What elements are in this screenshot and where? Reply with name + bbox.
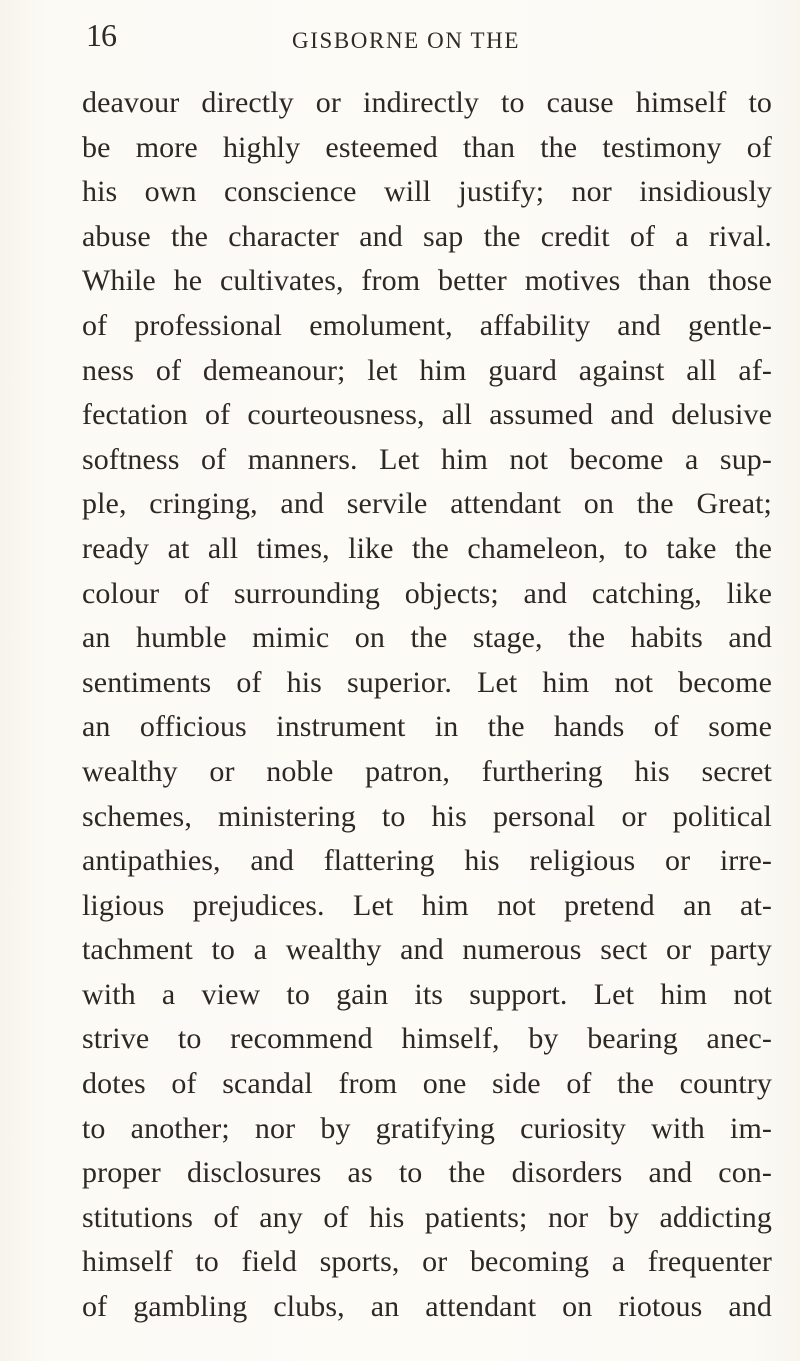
- text-line-24: to another; nor by gratifying curiosity with im-: [82, 1111, 772, 1145]
- text-line-23: dotes of scandal from one side of the country: [82, 1067, 772, 1101]
- text-line-25: proper disclosures as to the disorders and con-: [82, 1156, 772, 1190]
- text-line-14: sentiments of his superior. Let him not become: [82, 665, 772, 699]
- text-line-21: with a view to gain its support. Let him not: [82, 977, 772, 1011]
- text-line-16: wealthy or noble patron, furthering his secret: [82, 754, 772, 788]
- text-line-6: of professional emolument, affability and gentle-: [82, 308, 772, 342]
- text-line-2: be more highly esteemed than the testimony of: [82, 130, 772, 164]
- text-line-22: strive to recommend himself, by bearing anec-: [82, 1022, 772, 1056]
- text-line-19: ligious prejudices. Let him not pretend an at-: [82, 888, 772, 922]
- running-head: GISBORNE ON THE: [292, 28, 521, 53]
- text-line-7: ness of demeanour; let him guard against all af-: [82, 353, 772, 387]
- text-line-9: softness of manners. Let him not become a sup-: [82, 442, 772, 476]
- text-line-17: schemes, ministering to his personal or political: [82, 799, 772, 833]
- text-line-26: stitutions of any of his patients; nor by addicting: [82, 1200, 772, 1234]
- page-header: [86, 18, 776, 62]
- text-line-8: fectation of courteousness, all assumed and delusive: [82, 398, 772, 432]
- text-line-3: his own conscience will justify; nor insidiously: [82, 175, 772, 209]
- text-line-4: abuse the character and sap the credit of a rival.: [82, 219, 772, 253]
- text-line-20: tachment to a wealthy and numerous sect or party: [82, 933, 772, 967]
- text-line-12: colour of surrounding objects; and catching, like: [82, 576, 772, 610]
- body-text: [82, 81, 772, 1330]
- text-line-11: ready at all times, like the chameleon, to take the: [82, 531, 772, 565]
- text-line-27: himself to field sports, or becoming a frequenter: [82, 1245, 772, 1279]
- text-line-15: an officious instrument in the hands of some: [82, 710, 772, 744]
- text-line-18: antipathies, and flattering his religious or irre-: [82, 844, 772, 878]
- page-number: 16: [86, 17, 116, 53]
- text-line-13: an humble mimic on the stage, the habits and: [82, 621, 772, 655]
- text-line-5: While he cultivates, from better motives than those: [82, 264, 772, 298]
- text-line-1: deavour directly or indirectly to cause himself to: [82, 86, 772, 119]
- text-line-10: ple, cringing, and servile attendant on the Great;: [82, 487, 772, 521]
- text-line-28: of gambling clubs, an attendant on riotous and: [82, 1290, 772, 1324]
